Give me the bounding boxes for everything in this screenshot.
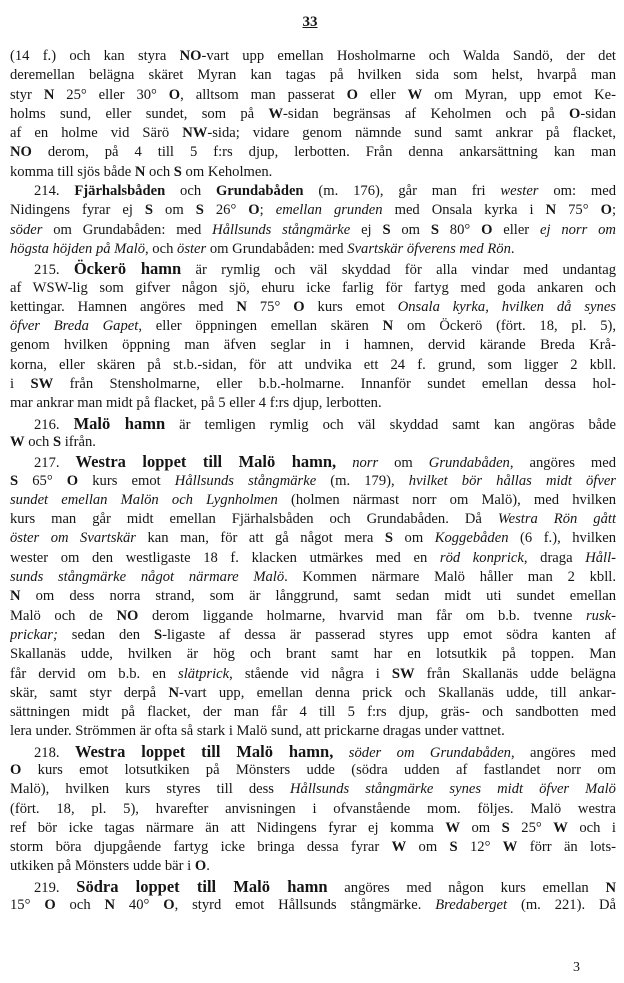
text-line (10, 568, 616, 587)
text-run: holms sund, eller sundet, som på (10, 105, 269, 122)
bold-text: N (168, 684, 179, 701)
bold-text: N (545, 202, 557, 219)
text-run: om (459, 819, 502, 836)
italic-text: hvilket bör hållas midt öfver (408, 472, 616, 489)
text-run: och (145, 163, 174, 180)
italic-text: söder (10, 221, 43, 238)
italic-text: Bredaberget (435, 897, 508, 914)
text-run: om (153, 202, 196, 219)
italic-text: norr (352, 455, 379, 472)
bold-text: NO (116, 607, 139, 624)
bold-text: NO (179, 48, 202, 64)
bold-text: Westra loppet till Malö hamn, (74, 741, 334, 761)
italic-text: Svartskär öfverens med Rön (347, 240, 511, 257)
text-run: sättningen midt på flacket, der man får 4 till 5 f:rs djup, gräs- och sandbotten med (10, 704, 616, 721)
text-run: är rymlig och väl skyddad för alla vindar med undantag (181, 262, 616, 279)
text-run: deremellan belägna skäret Myran kan tagas på hvilken sida som helst, hvarpå man (10, 67, 616, 84)
text-line (10, 491, 616, 510)
bold-text: S (173, 163, 182, 180)
text-run: om Myran, upp emot Ke- (422, 86, 616, 103)
text-run: angöres med någon kurs emellan (327, 879, 606, 896)
text-run: 216. (34, 416, 74, 433)
text-run: från Skallanäs udde belägna (414, 665, 616, 682)
text-run: kan man, för att gå något mera (136, 530, 385, 547)
italic-text: ej norr om (539, 221, 616, 238)
bold-text: Öckerö hamn (73, 259, 182, 279)
bold-text: NW (182, 125, 208, 142)
text-run: 215. (34, 262, 74, 279)
text-line (10, 626, 616, 645)
italic-text: Grundabåden (428, 455, 510, 472)
text-line (10, 722, 616, 741)
bold-text: Malö hamn (73, 413, 166, 433)
text-line (10, 433, 616, 452)
text-run: kurs emot (304, 298, 398, 315)
text-line (10, 201, 616, 220)
text-run: 25° eller 30° (54, 86, 169, 103)
bold-text: O (346, 86, 358, 103)
text-run: är temligen rymlig och väl skyddad samt kan angöras både (165, 416, 616, 433)
italic-text: wester (500, 183, 539, 200)
text-line (10, 819, 616, 838)
text-line (10, 838, 616, 857)
text-run: och (24, 433, 53, 450)
text-run: skär, samt styr derpå (10, 684, 169, 701)
text-line (10, 587, 616, 606)
bold-text: W (391, 839, 407, 856)
text-run: 218. (34, 744, 75, 761)
text-line (10, 163, 616, 182)
text-run: om (378, 455, 429, 472)
text-line (10, 375, 616, 394)
bold-text: S (153, 626, 163, 643)
text-run: kurs man går midt emellan Fjärhalsbåden och Grundabåden. Då (10, 511, 498, 528)
text-run: (m. 221). Då (507, 897, 616, 914)
bold-text: W (407, 86, 423, 103)
bold-text: O (194, 858, 207, 875)
text-run: -sidan (580, 105, 616, 122)
text-run: om Grundabåden: med (42, 221, 213, 238)
text-run: , alltsom man passerat (180, 86, 347, 103)
text-run: 217. (34, 455, 76, 472)
text-run: korna, eller skären på st.b.-sidan, för att undvika ett 24 f. grund, som ligger 2 kbll. (10, 356, 616, 373)
bold-text: S (430, 221, 439, 238)
text-run: af en holme vid Särö (10, 125, 183, 142)
text-line (10, 645, 616, 664)
text-run: 219. (34, 879, 77, 896)
text-line (10, 529, 616, 548)
bold-text: O (293, 298, 305, 315)
text-line (10, 761, 616, 780)
text-line (10, 298, 616, 317)
text-run: 25° (509, 819, 554, 836)
text-run: -ligaste af dessa är passerad styres upp emot södra kanten af (162, 626, 616, 643)
text-run: med Onsala kyrka i (382, 202, 546, 219)
bold-text: NO (10, 144, 32, 161)
text-line (10, 47, 616, 66)
text-run: om Keholmen. (181, 163, 273, 180)
italic-text: Westra Rön gått (497, 511, 616, 528)
text-run: 65° (18, 472, 67, 489)
text-run: Malö), hvilken kurs styres till dess (10, 781, 291, 798)
text-line (10, 66, 616, 85)
italic-text: öster (177, 240, 207, 257)
bold-text: W (553, 819, 568, 836)
text-line (10, 510, 616, 529)
text-line (10, 143, 616, 162)
text-run: om (406, 839, 450, 856)
text-run: . (206, 858, 210, 875)
bold-text: W (502, 839, 518, 856)
text-run: förr än lots- (517, 839, 616, 856)
bold-text: S (384, 530, 394, 547)
text-run: 75° (246, 298, 294, 315)
text-line (10, 259, 616, 278)
text-run: , styrd emot Hållsunds stångmärke. (174, 897, 436, 914)
text-run: wester om den westligaste 18 f. klacken utmärkes med en (10, 549, 440, 566)
bold-text: W (10, 433, 25, 450)
italic-text: sunds stångmärke något närmare Malö (10, 569, 285, 586)
text-line (10, 221, 616, 240)
bold-text: O (568, 105, 581, 122)
italic-text: sundet emellan Malön och Lygnholmen (10, 491, 278, 508)
page-number: 33 (302, 14, 318, 30)
text-run: -sidan begränsas af Keholmen och på (283, 105, 569, 122)
bold-text: N (134, 163, 146, 180)
text-run: (holmen närmast norr om Malö), med hvilken (277, 491, 616, 508)
bold-text: S (195, 202, 204, 219)
bold-text: O (163, 897, 175, 914)
bold-text: N (382, 318, 394, 335)
italic-text: Hållsunds stångmärke (174, 472, 317, 489)
bold-text: O (44, 897, 56, 914)
text-line (10, 105, 616, 124)
bold-text: W (445, 819, 460, 836)
bold-text: Södra loppet till Malö hamn (76, 876, 328, 896)
text-line (10, 452, 616, 471)
bold-text: S (10, 472, 19, 489)
text-run: ; (259, 202, 276, 219)
text-line (10, 414, 616, 433)
text-run: -vart upp emellan Hosholmarne och Walda Sandö, der det (201, 48, 616, 64)
text-run (336, 455, 352, 471)
signature-mark: 3 (573, 960, 580, 975)
bold-text: O (248, 202, 260, 219)
italic-text: Hållsunds stångmärke (212, 221, 351, 238)
italic-text: Koggebåden (434, 530, 509, 547)
text-run: kettingar. Hamnen angöres med (10, 298, 237, 315)
text-run: ref bör icke tagas närmare än att Nidingens fyrar ej komma (10, 819, 446, 836)
text-run: ifrån. (61, 433, 96, 450)
text-line (10, 549, 616, 568)
text-run: , eller öppningen emellan skären (138, 318, 383, 335)
italic-text: Onsala kyrka, hvilken då synes (397, 298, 616, 315)
text-run: om: med (538, 183, 616, 200)
bold-text: S (144, 202, 154, 219)
bold-text: S (382, 221, 391, 238)
text-run: om (393, 530, 435, 547)
text-run: , angöres med (509, 455, 616, 472)
text-run: . (510, 240, 515, 257)
bold-text: O (66, 472, 79, 489)
text-run: om (390, 221, 431, 238)
text-run: . Kommen närmare Malö håller man 2 kbll. (284, 569, 616, 586)
italic-text: rusk- (585, 607, 616, 624)
text-run: (fört. 18, pl. 5), hvarefter anvisningen i ofvanstående mom. följes. Malö westra (10, 800, 616, 817)
bold-text: N (605, 879, 616, 896)
text-run: mar ankrar man midt på flacket, på 5 eller 4 f:rs djup, lerbotten. (10, 395, 382, 412)
text-run: Malö och de (10, 607, 117, 624)
text-run: komma till sjös både (10, 163, 135, 180)
text-run: eller (492, 221, 540, 238)
text-run: -sida; vidare genom nämnde sund samt ankrar på flacket, (207, 125, 616, 142)
text-run: (m. 179), (316, 472, 409, 489)
italic-text: emellan grunden (275, 202, 383, 219)
text-line (10, 394, 616, 413)
bold-text: S (52, 433, 62, 450)
bold-text: N (43, 86, 55, 103)
text-run: 12° (457, 839, 503, 856)
bold-text: SW (30, 376, 54, 393)
text-line (10, 86, 616, 105)
text-run: om dess norra strand, som är långgrund, samt sedan midt uti sundet emellan (20, 588, 616, 605)
text-run: i (10, 376, 31, 393)
text-run: 214. (34, 183, 75, 200)
text-run: , stående vid några i (229, 665, 392, 682)
bold-text: O (10, 761, 22, 778)
text-run: eller (357, 86, 408, 103)
bold-text: N (104, 897, 116, 914)
text-line (10, 896, 616, 915)
text-line (10, 472, 616, 491)
text-line (10, 182, 616, 201)
text-run: och i (567, 819, 616, 836)
text-line (10, 780, 616, 799)
text-run: 15° (10, 897, 45, 914)
text-run: styr (10, 86, 44, 103)
text-run: derom, på 4 till 5 f:rs djup, lerbotten. Från denna ankarsättning kan man (31, 144, 616, 161)
text-run: (m. 176), går man fri (303, 183, 501, 200)
text-line (10, 317, 616, 336)
text-line (10, 336, 616, 355)
text-run: , angöres med (510, 744, 616, 761)
text-run: 40° (115, 897, 164, 914)
text-line (10, 279, 616, 298)
text-line (10, 800, 616, 819)
bold-text: SW (391, 665, 415, 682)
text-run: sedan den (57, 626, 154, 643)
italic-text: slätprick (178, 665, 230, 682)
text-run: , och (145, 240, 178, 257)
text-run: kurs emot lotsutkiken på Mönsters udde (södra udden af fastlandet norr om (21, 761, 616, 778)
text-run: 75° (556, 202, 601, 219)
text-run: derom liggande holmarne, hvarvid man får om b.b. tvenne (138, 607, 586, 624)
italic-text: öfver Breda Gapet (10, 318, 139, 335)
text-run: och (165, 183, 216, 200)
text-line (10, 703, 616, 722)
bold-text: Grundabåden (215, 183, 304, 200)
text-run: ; (611, 202, 616, 219)
text-line (10, 857, 616, 876)
bold-text: O (168, 86, 181, 103)
text-line (10, 877, 616, 896)
text-line (10, 607, 616, 626)
italic-text: prickar; (10, 626, 58, 643)
text-run: Skallanäs udde, hvilken är hög och brant samt har en lotsutkik på toppen. Man (10, 646, 616, 663)
text-run: från Stensholmarne, eller b.b.-holmarne. Innanför sundet emellan dessa hol- (53, 376, 616, 393)
italic-text: högsta höjden på Malö (10, 240, 145, 257)
text-run: ej (350, 221, 383, 238)
text-run: kurs emot (78, 472, 175, 489)
italic-text: söder om Grundabåden (348, 744, 511, 761)
italic-text: röd konprick (439, 549, 524, 566)
bold-text: Fjärhalsbåden (74, 183, 166, 200)
text-run: om Öckerö (fört. 18, pl. 5), (393, 318, 616, 335)
text-run: och (55, 897, 105, 914)
text-line (10, 240, 616, 259)
italic-text: Håll- (585, 549, 616, 566)
text-run: (14 f.) och kan styra (10, 48, 180, 64)
text-line (10, 356, 616, 375)
text-line (10, 684, 616, 703)
text-run: får dervid om b.b. en (10, 665, 179, 682)
bold-text: S (449, 839, 458, 856)
text-run: lera under. Strömmen är ofta så stark i Malö sund, att prickarne dragas under vattnet. (10, 723, 505, 740)
text-run: , draga (523, 549, 586, 566)
text-run: 26° (203, 202, 249, 219)
bold-text: N (10, 588, 21, 605)
bold-text: W (268, 105, 284, 122)
bold-text: O (481, 221, 493, 238)
text-run: storm böra djupgående fartyg icke bringa dessa fyrar (10, 839, 392, 856)
bold-text: Westra loppet till Malö hamn, (75, 452, 337, 472)
text-run: utkiken på Mönsters udde bär i (10, 858, 195, 875)
italic-text: öster om Svartskär (10, 530, 136, 547)
text-run: 80° (438, 221, 482, 238)
text-line (10, 124, 616, 143)
text-run: Nidingens fyrar ej (10, 202, 145, 219)
text-run: genom hvilken öppning man äfven seglar in i hamnen, dervid kärande Breda Krå- (10, 337, 616, 354)
text-run (333, 745, 348, 761)
text-line (10, 665, 616, 684)
text-run: -vart upp, emellan denna prick och Skallanäs udde, till ankar- (178, 684, 616, 701)
text-run: (6 f.), hvilken (508, 530, 616, 547)
bold-text: N (236, 298, 247, 315)
body-text (10, 47, 616, 915)
text-line (10, 742, 616, 761)
italic-text: Hållsunds stångmärke synes midt öfver Malö (290, 781, 616, 798)
bold-text: O (600, 202, 612, 219)
bold-text: S (501, 819, 510, 836)
text-run: af WSW-lig som gifver någon sjö, ehuru icke farlig för fartyg med goda ankaren och (10, 279, 616, 296)
text-run: om Grundabåden: med (206, 240, 348, 257)
